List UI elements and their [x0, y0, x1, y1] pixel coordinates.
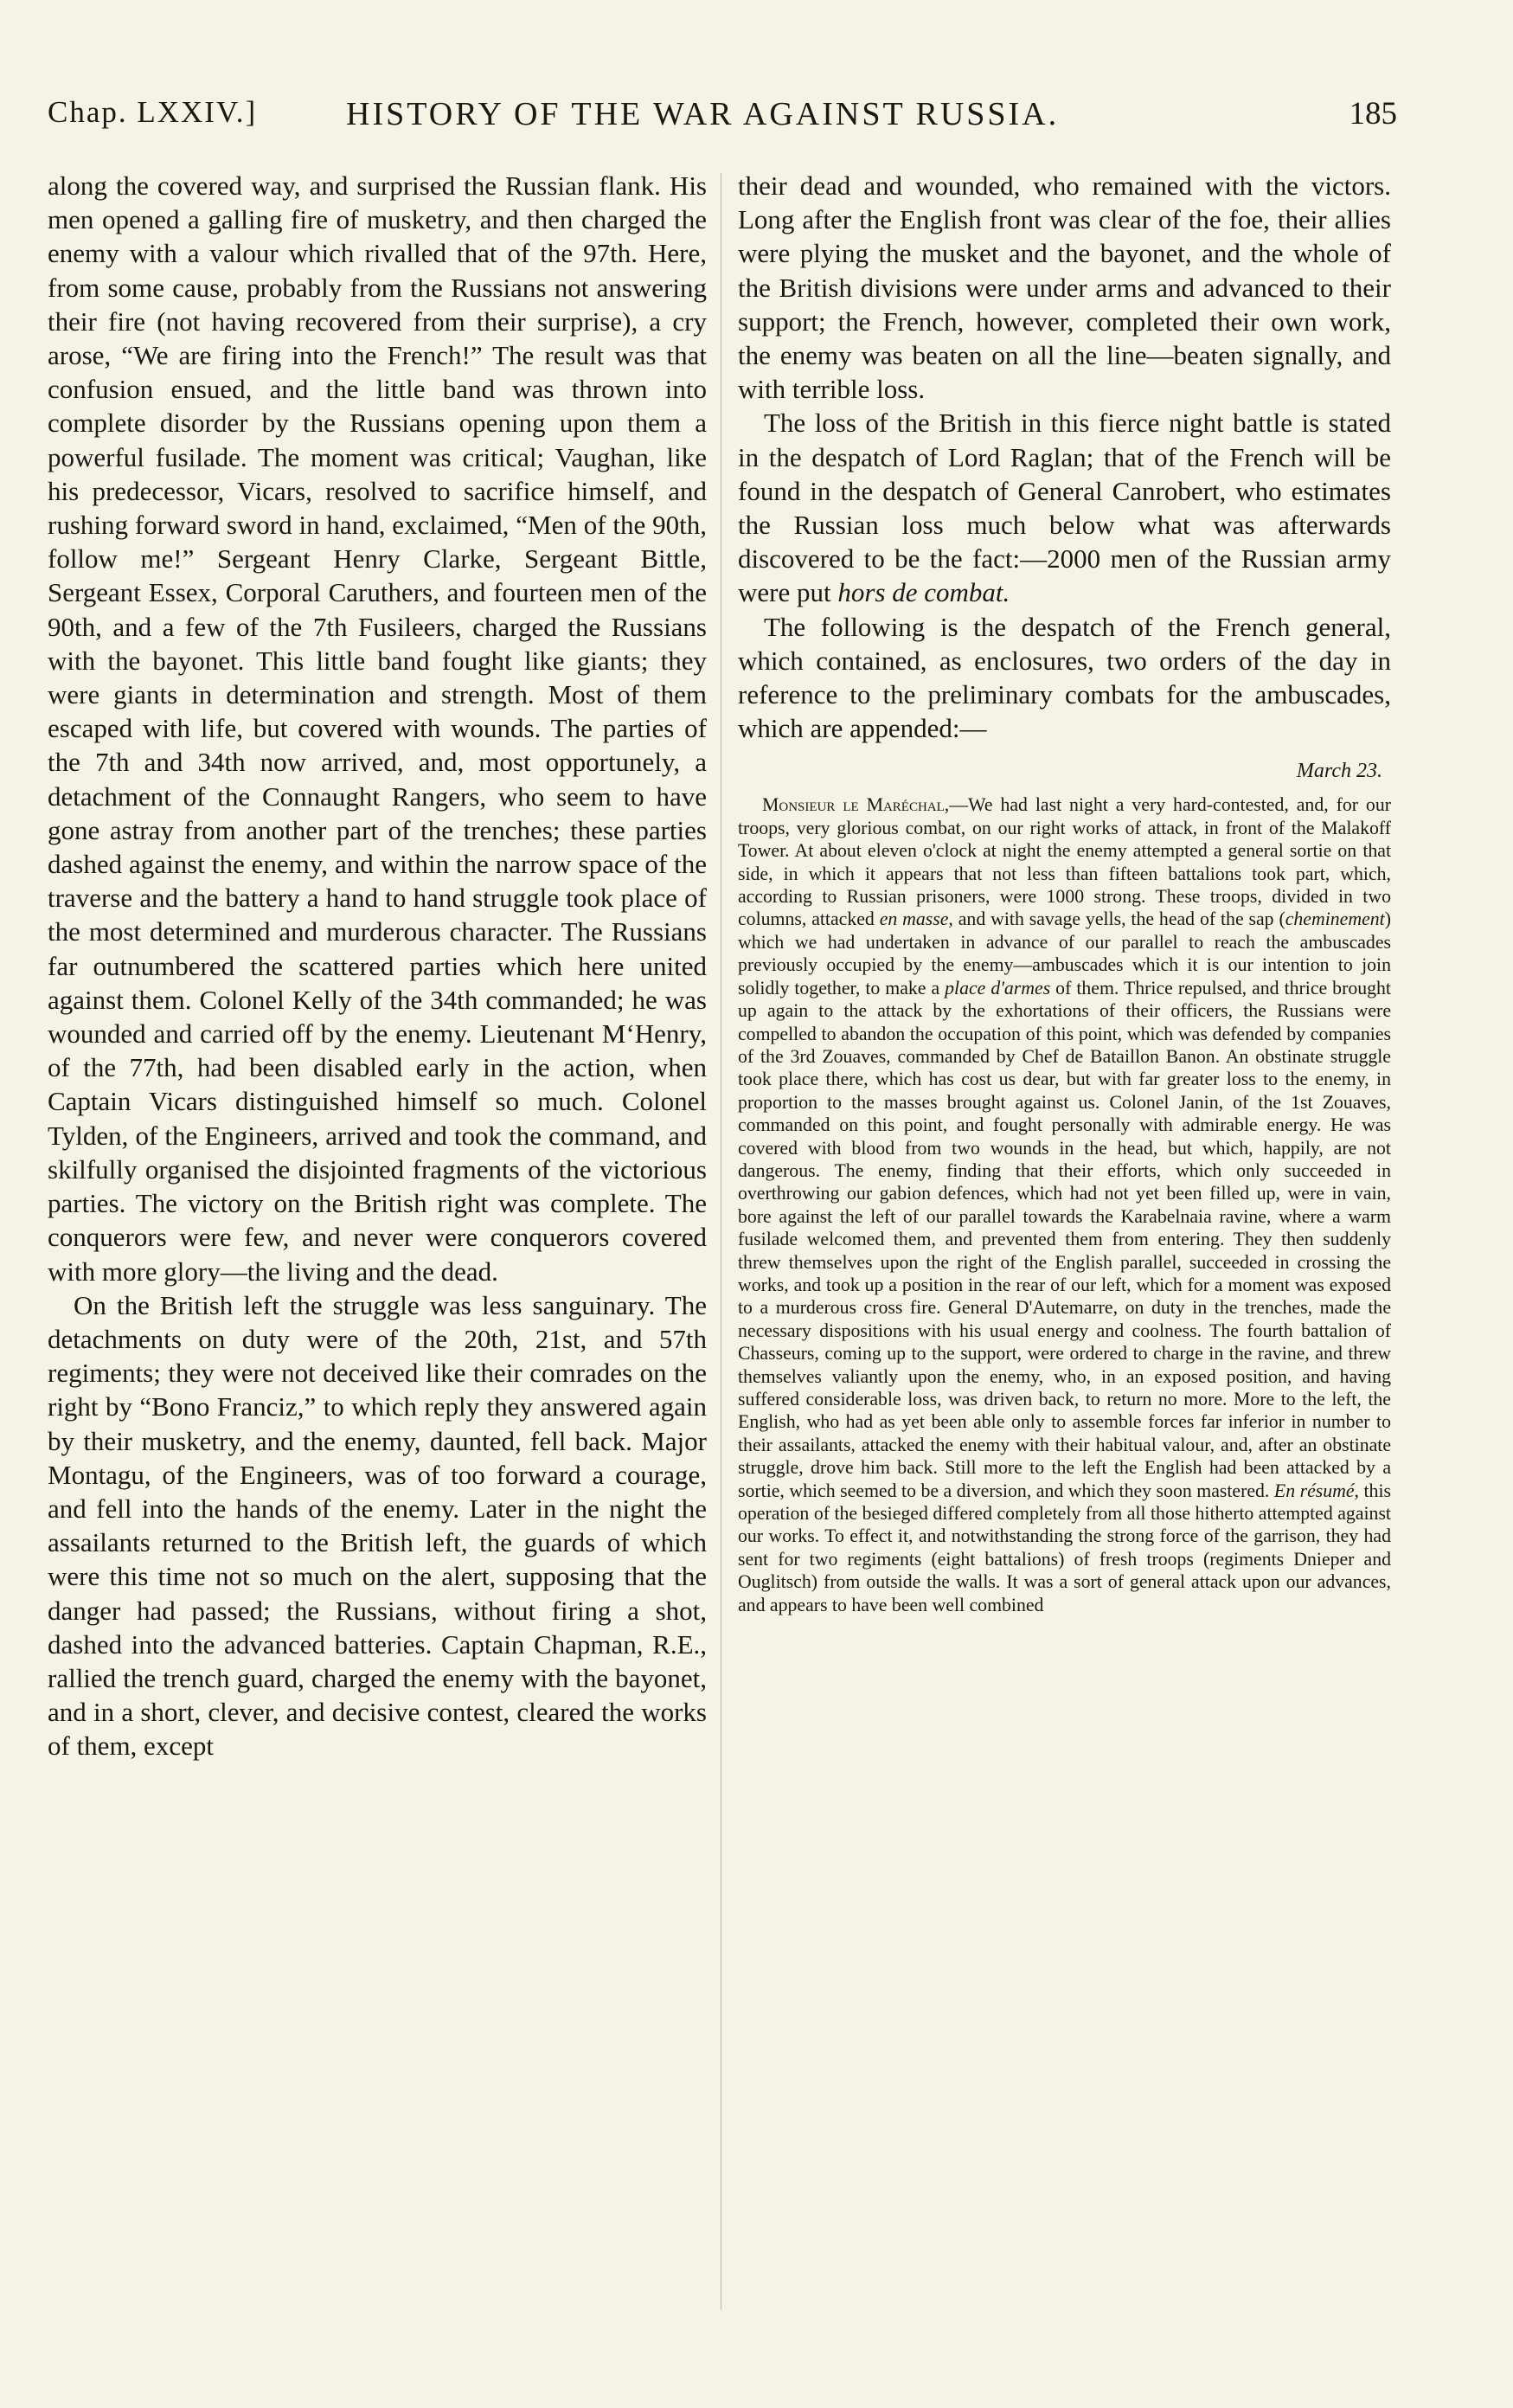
right-paragraph-2-text: The loss of the British in this fierce night battle is stated in the despatch of Lord Raglan; that of the French will be found in the despatch of General Canrobert, who estimates the Russian loss much below what was afterwards discovered to be the fact:—2000 men of the Russian army were put — [738, 408, 1391, 608]
right-paragraph-1: their dead and wounded, who remained with the victors. Long after the English front was clear of the foe, their allies were plying the musket and the bayonet, and the whole of the British divisions were under arms and advanced to their support; the French, however, completed their own work, the enemy was beaten on all the line—beaten signally, and with terrible loss. — [738, 170, 1391, 405]
running-header — [48, 95, 1397, 147]
letter-text-5: , this operation of the besieged differed completely from all those hitherto attempted against our works. To effect it, and notwithstanding the strong force of the garrison, they had sent for two regiments (eight battalions) of fresh troops (regiments Dnieper and Ouglitsch) from outside the walls. It was a sort of general attack upon our advances, and appears to have been well combined — [738, 1480, 1391, 1615]
despatch-date: March 23. — [1296, 760, 1382, 783]
letter-italic-4: En résumé — [1273, 1480, 1355, 1501]
letter-text-1: —We had last night a very hard-contested, and, for our troops, very glorious combat, on our right works of attack, in front of the Malakoff Tower. At about eleven o'clock at night the enemy attempted a general sortie on that side, in which it appears that not less than fifteen battalions took part, which, according to Russian prisoners, were 1000 strong. These troops, divided in two columns, attacked — [738, 794, 1391, 930]
letter-text-2: , and with savage yells, the head of the sap ( — [948, 909, 1285, 930]
right-paragraph-3: The following is the despatch of the French general, which contained, as enclosures, two orders of the day in reference to the preliminary combats for the ambuscades, which are appended:— — [738, 611, 1391, 744]
left-paragraph-2: On the British left the struggle was less sanguinary. The detachments on duty were of the 20th, 21st, and 57th regiments; they were not deceived like their comrades on the right by “Bono Franciz,” to which reply they answered again by their musketry, and the enemy, daunted, fell back. Major Montagu, of the Engineers, was of too forward a courage, and fell into the hands of the enemy. Later in the night the assailants returned to the British left, the guards of which were this time not so much on the alert, supposing that the danger had passed; the Russians, without firing a shot, dashed into the advanced batteries. Captain Chapman, R.E., rallied the trench guard, charged the enemy with the bayonet, and in a short, clever, and decisive contest, cleared the works of them, except — [48, 1289, 707, 1762]
chapter-label: Chap. LXXIV.] — [48, 95, 258, 129]
right-column — [738, 169, 1391, 1616]
letter-italic-3: place d'armes — [945, 977, 1051, 999]
left-paragraph-1: along the covered way, and surprised the Russian flank. His men opened a galling fire of musketry, and then charged the enemy with a valour which rivalled that of the 97th. Here, from some cause, probably from the Russians not answering their fire (not having recovered from their surprise), a cry arose, “We are firing into the French!” The result was that confusion ensued, and the little band was thrown into complete disorder by the Russians opening upon them a powerful fusilade. The moment was critical; Vaughan, like his predecessor, Vicars, resolved to sacrifice himself, and rushing forward sword in hand, exclaimed, “Men of the 90th, follow me!” Sergeant Henry Clarke, Sergeant Bittle, Sergeant Essex, Corporal Caruthers, and fourteen men of the 90th, and a few of the 7th Fusileers, charged the Russians with the bayonet. This little band fought like giants; they were giants in determination and strength. Most of them escaped with life, but covered with wounds. The parties of the 7th and 34th now arrived, and, most opportunely, a detachment of the Connaught Rangers, who seem to have gone astray from another part of the trenches; these parties dashed against the enemy, and within the narrow space of the traverse and the battery a hand to hand struggle took place of the most determined and murderous character. The Russians far outnumbered the scattered parties which here united against them. Colonel Kelly of the 34th commanded; he was wounded and carried off by the enemy. Lieutenant M‘Henry, of the 77th, had been disabled early in the action, when Captain Vicars distinguished himself so much. Colonel Tylden, of the Engineers, arrived and took the command, and skilfully organised the disjointed fragments of the victorious parties. The victory on the British right was complete. The conquerors were few, and never were conquerors covered with more glory—the living and the dead. — [48, 170, 707, 1287]
letter-text-3: ) which we had undertaken in advance of our parallel to reach the ambuscades previously occupied by the enemy—ambuscades which it is our intention to join solidly together, to make a — [738, 909, 1391, 999]
right-paragraph-2-italic: hors de combat. — [837, 577, 1010, 608]
letter-text-4: of them. Thrice repulsed, and thrice brought up again to the attack by the exhortations of their officers, the Russians were compelled to abandon the occupation of this point, which was defended by companies of the 3rd Zouaves, commanded by Chef de Bataillon Banon. An obstinate struggle took place there, which has cost us dear, but with far greater loss to the enemy, in proportion to the masses brought against us. Colonel Janin, of the 1st Zouaves, commanded on this point, and fought personally with admirable energy. He was covered with blood from two wounds in the head, but which, happily, are not dangerous. The enemy, finding that their efforts, which only succeeded in overthrowing our gabion defences, which had not yet been filled up, were in vain, bore against the left of our parallel towards the Karabelnaia ravine, where a warm fusilade welcomed them, and prevented them from entering. They then suddenly threw themselves upon the right of the English parallel, succeeded in crossing the works, and took up a position in the rear of our left, which for a moment was exposed to a murderous cross fire. General D'Autemarre, on duty in the trenches, made the necessary dispositions with his usual energy and coolness. The fourth battalion of Chasseurs, coming up to the support, were ordered to charge in the ravine, and threw themselves valiantly upon the enemy, who, in an exposed position, and having suffered considerable loss, was driven back, to return no more. More to the left, the English, who had as yet been able only to assemble forces far inferior in number to their assailants, attacked the enemy with their habitual valour, and, after an obstinate struggle, drove him back. Still more to the left the English had been attacked by a sortie, which seemed to be a diversion, and which they soon mastered. — [738, 977, 1391, 1501]
page-number: 185 — [1349, 96, 1397, 132]
left-column — [48, 169, 707, 1763]
letter-salutation: Monsieur le Maréchal, — [762, 794, 950, 816]
letter-italic-1: en masse — [879, 909, 949, 930]
letter-italic-2: cheminement — [1285, 909, 1385, 930]
despatch-letter — [738, 793, 1391, 1616]
right-paragraph-2 — [738, 406, 1391, 609]
running-title: HISTORY OF THE WAR AGAINST RUSSIA. — [346, 96, 1060, 132]
